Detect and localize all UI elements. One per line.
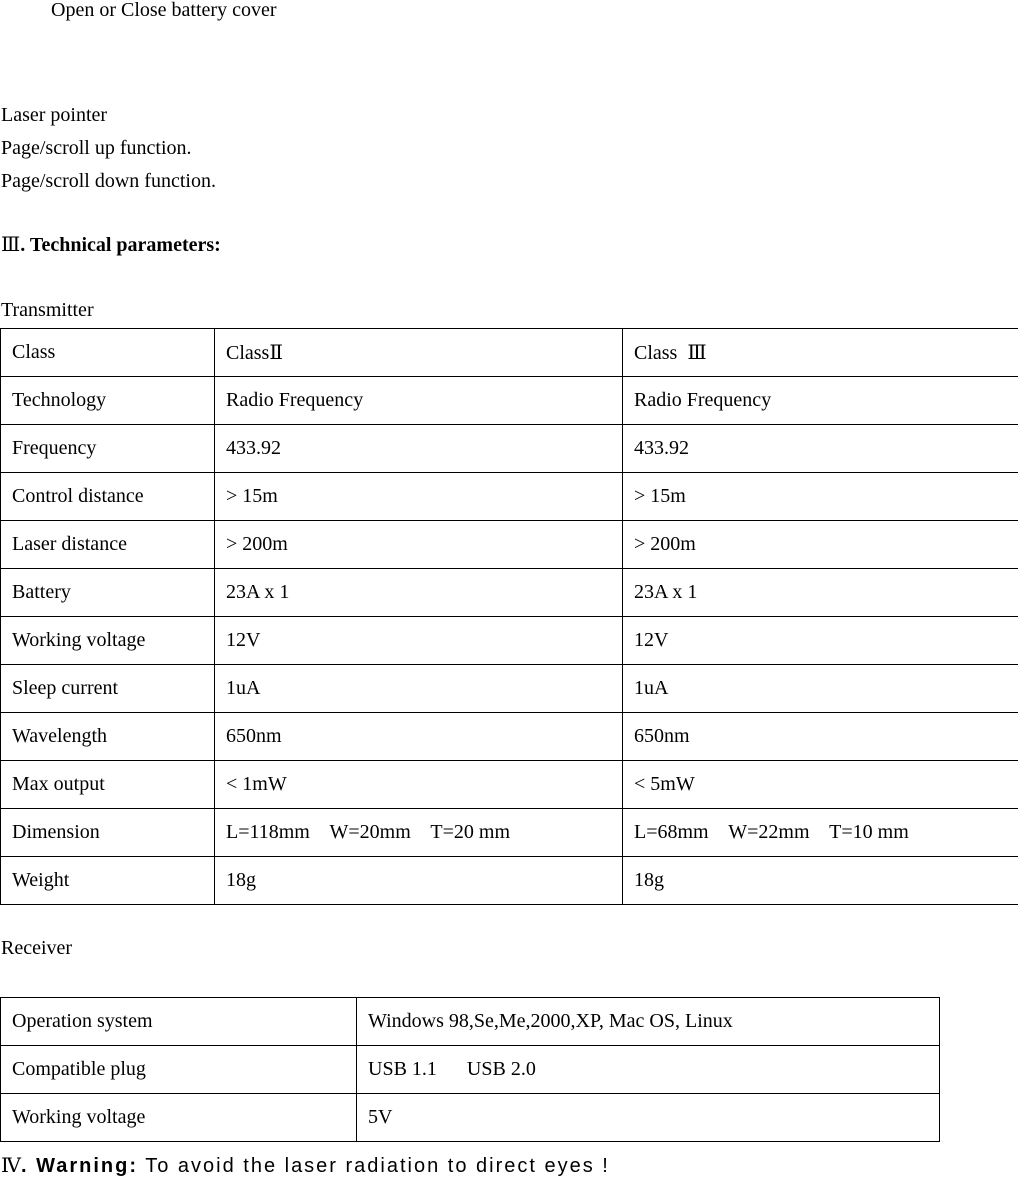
transmitter-cell: ClassⅡ [215,329,623,377]
warning-text: To avoid the laser radiation to direct eyes ! [138,1155,610,1177]
transmitter-cell: 23A x 1 [623,569,1018,617]
transmitter-cell: Sleep current [1,665,215,713]
transmitter-cell: 1uA [215,665,623,713]
transmitter-cell: 1uA [623,665,1018,713]
transmitter-row [1,329,1018,377]
transmitter-cell: > 200m [215,521,623,569]
transmitter-cell: Laser distance [1,521,215,569]
transmitter-cell: Radio Frequency [623,377,1018,425]
receiver-cell: Working voltage [1,1094,357,1142]
transmitter-row [1,377,1018,425]
transmitter-cell: > 15m [623,473,1018,521]
warning-label: . Warning: [20,1155,139,1177]
function-page-up: Page/scroll up function. [1,137,192,159]
transmitter-cell: Class [1,329,215,377]
transmitter-cell: Radio Frequency [215,377,623,425]
receiver-table [0,997,940,1142]
transmitter-label: Transmitter [1,299,94,321]
transmitter-cell: 18g [215,857,623,905]
transmitter-cell: < 1mW [215,761,623,809]
transmitter-row [1,425,1018,473]
receiver-label: Receiver [1,937,73,959]
receiver-table-body [1,998,940,1142]
transmitter-cell: 23A x 1 [215,569,623,617]
transmitter-row [1,473,1018,521]
transmitter-cell: < 5mW [623,761,1018,809]
transmitter-cell: 650nm [215,713,623,761]
transmitter-row [1,713,1018,761]
transmitter-cell: > 200m [623,521,1018,569]
transmitter-row [1,569,1018,617]
transmitter-cell: Class Ⅲ [623,329,1018,377]
transmitter-cell: > 15m [215,473,623,521]
transmitter-cell: Battery [1,569,215,617]
transmitter-cell: 433.92 [623,425,1018,473]
transmitter-cell: Technology [1,377,215,425]
transmitter-cell: Wavelength [1,713,215,761]
section-heading-text: . Technical parameters: [20,234,221,256]
receiver-cell: USB 1.1 USB 2.0 [357,1046,940,1094]
transmitter-table-body [1,329,1018,905]
transmitter-cell: Control distance [1,473,215,521]
transmitter-cell: Max output [1,761,215,809]
section-heading-technical-parameters [1,235,221,255]
function-page-down: Page/scroll down function. [1,170,216,192]
receiver-cell: Windows 98,Se,Me,2000,XP, Mac OS, Linux [357,998,940,1046]
transmitter-cell: 18g [623,857,1018,905]
receiver-row [1,998,940,1046]
transmitter-cell: Working voltage [1,617,215,665]
battery-cover-caption: Open or Close battery cover [51,0,277,21]
transmitter-row [1,617,1018,665]
warning-numeral: Ⅳ [1,1153,21,1177]
receiver-cell: Operation system [1,998,357,1046]
transmitter-row [1,809,1018,857]
transmitter-cell: L=68mm W=22mm T=10 mm [623,809,1018,857]
transmitter-cell: Weight [1,857,215,905]
transmitter-cell: 12V [623,617,1018,665]
transmitter-cell: 650nm [623,713,1018,761]
transmitter-cell: Dimension [1,809,215,857]
receiver-row [1,1094,940,1142]
warning-line [1,1155,610,1176]
transmitter-cell: Frequency [1,425,215,473]
function-laser-pointer: Laser pointer [1,104,108,126]
receiver-cell: 5V [357,1094,940,1142]
transmitter-table [0,328,1018,905]
transmitter-cell: 12V [215,617,623,665]
transmitter-row [1,665,1018,713]
transmitter-cell: 433.92 [215,425,623,473]
transmitter-cell: L=118mm W=20mm T=20 mm [215,809,623,857]
receiver-row [1,1046,940,1094]
receiver-cell: Compatible plug [1,1046,357,1094]
transmitter-row [1,857,1018,905]
transmitter-row [1,761,1018,809]
transmitter-row [1,521,1018,569]
section-numeral: Ⅲ [1,234,21,256]
